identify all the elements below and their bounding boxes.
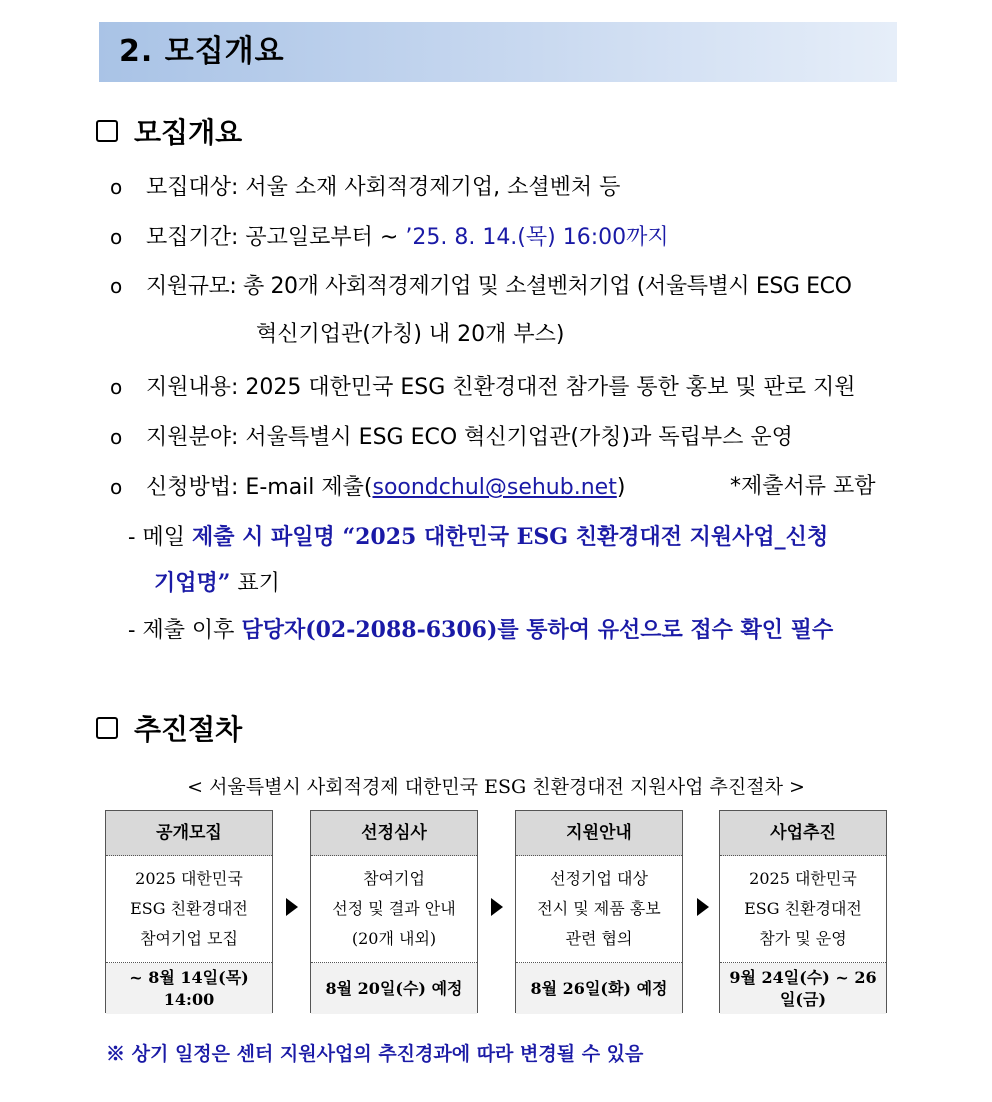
item-text: 총 20개 사회적경제기업 및 소셜벤처기업 (서울특별시 ESG ECO [243,274,852,299]
step-head: 공개모집 [106,811,272,856]
item-label: 지원분야: [146,425,239,450]
step-line: 2025 대한민국 [749,869,857,888]
step-box-execution [719,810,887,1013]
step-body [311,856,477,963]
sub-item-filename-continued [154,566,280,600]
email-link[interactable]: soondchul@sehub.net [372,475,617,500]
sub-bold-text-continued: 기업명” [154,570,231,596]
section-title: 추진절차 [134,713,243,746]
step-head: 지원안내 [516,811,682,856]
step-line: 전시 및 제품 홍보 [537,899,661,918]
section-banner [99,22,897,82]
item-text: 공고일로부터 ~ [245,225,406,250]
step-body [720,856,886,963]
item-label: 신청방법: [146,475,239,500]
step-date: 8월 26일(화) 예정 [516,963,682,1014]
bullet: o [110,425,123,449]
sub-bold-text: 제출 시 파일명 “2025 대한민국 ESG 친환경대전 지원사업_신청 [191,524,829,550]
step-line: ESG 친환경대전 [744,899,862,918]
list-item-target [110,170,900,204]
item-label: 지원규모: [146,274,237,299]
sub-bold-text: 담당자(02-2088-6306)를 통하여 유선으로 접수 확인 필수 [241,617,834,643]
checkbox-square-icon [96,717,118,739]
dash: - [128,525,136,550]
step-body [106,856,272,963]
step-line: 선정 및 결과 안내 [332,899,456,918]
item-text: 서울특별시 ESG ECO 혁신기업관(가칭)과 독립부스 운영 [245,425,793,450]
documents-note: *제출서류 포함 [730,474,876,499]
step-line: 선정기업 대상 [550,869,648,888]
sub-item-filename [128,520,828,554]
item-text: 2025 대한민국 ESG 친환경대전 참가를 통한 홍보 및 판로 지원 [245,375,856,400]
list-item-field [110,420,900,454]
bullet: o [110,475,123,499]
item-label: 모집대상: [146,175,239,200]
step-line: 2025 대한민국 [135,869,243,888]
item-label: 모집기간: [146,225,239,250]
bullet: o [110,175,123,199]
step-head: 사업추진 [720,811,886,856]
step-box-guidance [515,810,683,1013]
checkbox-square-icon [96,120,118,142]
item-text-end: ) [616,475,626,500]
step-body [516,856,682,963]
bullet: o [110,225,123,249]
step-line: 관련 협의 [565,929,633,948]
item-text-continued: 혁신기업관(가칭) 내 20개 부스) [256,322,565,347]
item-label: 지원내용: [146,375,239,400]
sub-item-confirmation [128,613,833,647]
step-date: 9월 24일(수) ~ 26일(금) [720,963,886,1014]
step-line: 참여기업 [363,869,425,888]
bullet: o [110,375,123,399]
section-title: 모집개요 [134,116,243,149]
list-item-content [110,370,900,404]
arrow-right-icon [286,898,298,916]
step-head: 선정심사 [311,811,477,856]
banner-title: 2. 모집개요 [119,34,285,69]
sub-plain-text-continued: 표기 [237,571,280,596]
deadline-highlight: ’25. 8. 14.(목) 16:00까지 [405,225,669,250]
list-item-period [110,220,900,254]
arrow-right-icon [697,898,709,916]
step-line: 참가 및 운영 [759,929,847,948]
section-heading-recruitment [96,113,242,149]
dash: - [128,618,136,643]
step-line: (20개 내외) [351,929,437,948]
step-date: ~ 8월 14일(목) 14:00 [106,963,272,1014]
bullet: o [110,274,122,298]
item-text: 서울 소재 사회적경제기업, 소셜벤처 등 [245,175,621,200]
arrow-right-icon [491,898,503,916]
schedule-change-note: ※ 상기 일정은 센터 지원사업의 추진경과에 따라 변경될 수 있음 [106,1043,644,1065]
list-item-scale-continued [256,318,856,352]
step-box-selection [310,810,478,1013]
sub-plain-text: 메일 [142,525,185,550]
section-heading-procedure [96,710,242,746]
sub-plain-text: 제출 이후 [142,618,235,643]
list-item-method [110,470,900,504]
step-box-open-recruitment [105,810,273,1013]
list-item-scale [110,269,900,303]
procedure-caption: < 서울특별시 사회적경제 대한민국 ESG 친환경대전 지원사업 추진절차 > [187,776,805,798]
step-line: 참여기업 모집 [140,929,238,948]
step-line: ESG 친환경대전 [130,899,248,918]
item-text: E-mail 제출( [245,475,373,500]
step-date: 8월 20일(수) 예정 [311,963,477,1014]
